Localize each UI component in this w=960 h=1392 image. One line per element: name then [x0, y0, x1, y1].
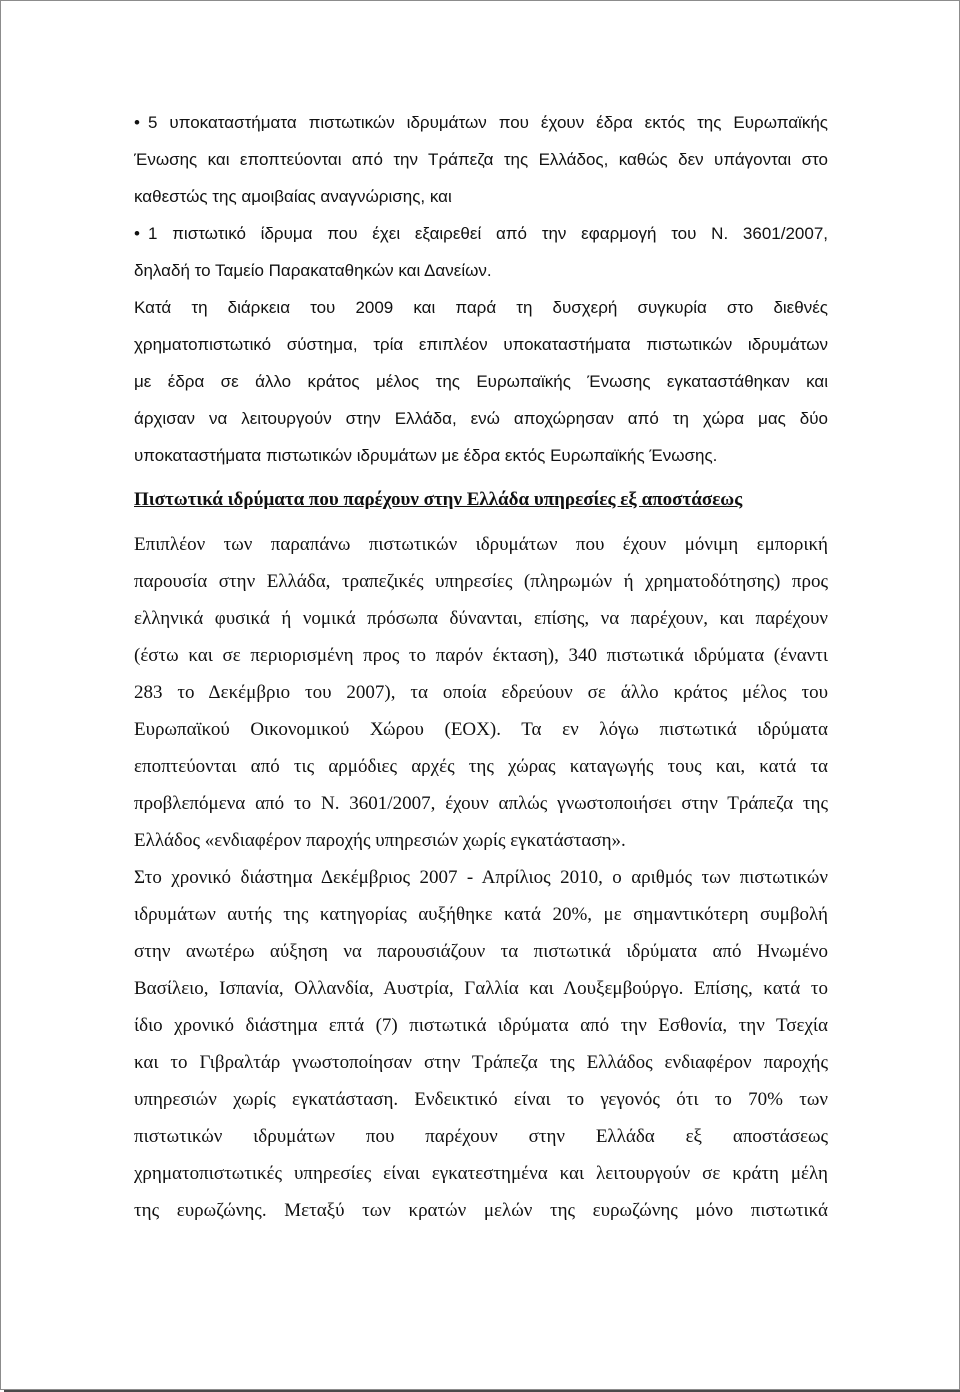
- text-line: Στο χρονικό διάστημα Δεκέμβριος 2007 - Απρίλιος 2010, ο αριθμός των πιστωτικών: [134, 867, 828, 888]
- paragraph: [134, 526, 828, 859]
- text-line: χρηματοπιστωτικές υπηρεσίες είναι εγκατεστημένα και λειτουργούν σε κράτη μέλη: [134, 1163, 828, 1184]
- text-line: καθεστώς της αμοιβαίας αναγνώρισης, και: [134, 187, 452, 206]
- text-line: Ένωσης και εποπτεύονται από την Τράπεζα της Ελλάδος, καθώς δεν υπάγονται στο: [134, 150, 828, 169]
- text-line: υπηρεσιών χωρίς εγκατάσταση. Ενδεικτικό είναι το γεγονός ότι το 70% των: [134, 1089, 828, 1110]
- text-line: Ευρωπαϊκού Οικονομικού Χώρου (ΕΟΧ). Τα εν λόγω πιστωτικά ιδρύματα: [134, 719, 828, 740]
- text-line: και το Γιβραλτάρ γνωστοποίησαν στην Τράπεζα της Ελλάδος ενδιαφέρον παροχής: [134, 1052, 828, 1073]
- text-line: της ευρωζώνης. Μεταξύ των κρατών μελών της ευρωζώνης μόνο πιστωτικά: [134, 1200, 828, 1221]
- text-line: Βασίλειο, Ισπανία, Ολλανδία, Αυστρία, Γαλλία και Λουξεμβούργο. Επίσης, κατά το: [134, 978, 828, 999]
- text-line: Ελλάδος «ενδιαφέρον παροχής υπηρεσιών χωρίς εγκατάσταση».: [134, 830, 626, 851]
- bullet-item: [134, 215, 828, 289]
- paragraph: [134, 289, 828, 474]
- text-line: (έστω και σε περιορισμένη προς το παρόν έκταση), 340 πιστωτικά ιδρύματα (έναντι: [134, 645, 828, 666]
- text-line: υποκαταστήματα πιστωτικών ιδρυμάτων με έδρα εκτός Ευρωπαϊκής Ένωσης.: [134, 446, 718, 465]
- text-line: ιδρυμάτων αυτής της κατηγορίας αυξήθηκε κατά 20%, με σημαντικότερη συμβολή: [134, 904, 828, 925]
- text-line: Επιπλέον των παραπάνω πιστωτικών ιδρυμάτων που έχουν μόνιμη εμπορική: [134, 534, 828, 555]
- text-line: εποπτεύονται από τις αρμόδιες αρχές της χώρας καταγωγής τους και, κατά τα: [134, 756, 828, 777]
- bullet-icon: •: [134, 113, 140, 132]
- text-line: προβλεπόμενα από το Ν. 3601/2007, έχουν απλώς γνωστοποιήσει στην Τράπεζα της: [134, 793, 828, 814]
- text-line: παρουσία στην Ελλάδα, τραπεζικές υπηρεσίες (πληρωμών ή χρηματοδότησης) προς: [134, 571, 828, 592]
- text-line: Κατά τη διάρκεια του 2009 και παρά τη δυσχερή συγκυρία στο διεθνές: [134, 298, 828, 317]
- text-line: ελληνικά φυσικά ή νομικά πρόσωπα δύνανται, επίσης, να παρέχουν, και παρέχουν: [134, 608, 828, 629]
- document-body: [134, 104, 828, 1229]
- text-line: ίδιο χρονικό διάστημα επτά (7) πιστωτικά ιδρύματα από την Εσθονία, την Τσεχία: [134, 1015, 828, 1036]
- text-line: με έδρα σε άλλο κράτος μέλος της Ευρωπαϊκής Ένωσης εγκαταστάθηκαν και: [134, 372, 828, 391]
- text-line: χρηματοπιστωτικό σύστημα, τρία επιπλέον υποκαταστήματα πιστωτικών ιδρυμάτων: [134, 335, 828, 354]
- bullet-item: [134, 104, 828, 215]
- text-line: • 5 υποκαταστήματα πιστωτικών ιδρυμάτων που έχουν έδρα εκτός της Ευρωπαϊκής: [134, 104, 828, 141]
- text-line: 283 το Δεκέμβριο του 2007), τα οποία εδρεύουν σε άλλο κράτος μέλος του: [134, 682, 828, 703]
- text-line: στην ανωτέρω αύξηση να παρουσιάζουν τα πιστωτικά ιδρύματα από Ηνωμένο: [134, 941, 828, 962]
- text-line: • 1 πιστωτικό ίδρυμα που έχει εξαιρεθεί από την εφαρμογή του Ν. 3601/2007,: [134, 215, 828, 252]
- section-heading: Πιστωτικά ιδρύματα που παρέχουν στην Ελλάδα υπηρεσίες εξ αποστάσεως: [134, 489, 743, 510]
- bullet-icon: •: [134, 224, 140, 243]
- paragraph: [134, 859, 828, 1229]
- text-line: πιστωτικών ιδρυμάτων που παρέχουν στην Ελλάδα εξ αποστάσεως: [134, 1126, 828, 1147]
- text-line: άρχισαν να λειτουργούν στην Ελλάδα, ενώ αποχώρησαν από τη χώρα μας δύο: [134, 409, 828, 428]
- text-line: δηλαδή το Ταμείο Παρακαταθηκών και Δανείων.: [134, 261, 492, 280]
